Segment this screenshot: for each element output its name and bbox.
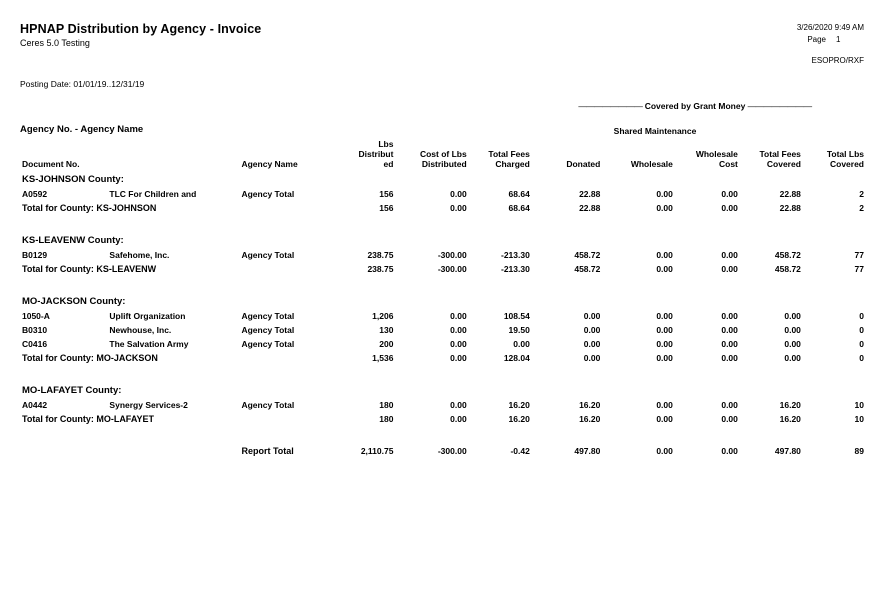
row-wholesale: 0.00 — [656, 189, 673, 200]
county-total-wholesale: 0.00 — [656, 264, 673, 275]
report-total-lbs-distributed: 2,110.75 — [360, 446, 394, 457]
report-total-row — [18, 444, 868, 458]
row-description: Safehome, Inc. — [109, 250, 170, 261]
row-total-fees-charged: 108.54 — [503, 311, 530, 322]
col-header-wholesale: Wholesale — [630, 158, 673, 169]
spacer-cell — [18, 276, 868, 294]
row-total-fees-charged: 19.50 — [508, 325, 530, 336]
county-total-lbs-distributed: 238.75 — [367, 264, 394, 275]
county-total-total-fees-charged: 16.20 — [508, 414, 530, 425]
row-total-fees-covered: 0.00 — [784, 339, 801, 350]
county-total-total-lbs-covered: 77 — [854, 264, 864, 275]
col-header-document-no: Document No. — [22, 158, 80, 169]
county-total-cost-of-lbs: 0.00 — [450, 414, 467, 425]
county-header-row — [18, 233, 868, 248]
county-name: KS-LEAVENW County: — [22, 235, 124, 247]
county-total-wholesale: 0.00 — [656, 414, 673, 425]
tlc-line-1: Total Lbs — [826, 148, 864, 159]
county-total-wholesale-cost: 0.00 — [721, 264, 738, 275]
county-header-row — [18, 172, 868, 187]
row-wholesale-cost: 0.00 — [721, 250, 738, 261]
county-total-cost-of-lbs: 0.00 — [450, 203, 467, 214]
spacer-cell — [18, 426, 868, 444]
table-row[interactable] — [18, 337, 868, 351]
report-total-total-fees-covered: 497.80 — [774, 446, 801, 457]
lbs-line-1: Lbs — [378, 139, 394, 149]
page-indicator — [797, 34, 864, 46]
fees-line-2: Charged — [495, 158, 530, 169]
county-total-total-lbs-covered: 10 — [854, 414, 864, 425]
county-total-lbs-distributed: 156 — [379, 203, 394, 214]
county-total-lbs-distributed: 180 — [379, 414, 394, 425]
row-wholesale-cost: 0.00 — [721, 311, 738, 322]
row-total-lbs-covered: 2 — [859, 189, 864, 200]
row-description: Newhouse, Inc. — [109, 325, 172, 336]
banner-text: Covered by Grant Money — [644, 101, 746, 111]
county-total-donated: 458.72 — [574, 264, 601, 275]
county-total-total-fees-covered: 16.20 — [779, 414, 801, 425]
county-total-lbs-distributed: 1,536 — [372, 353, 394, 364]
row-total-lbs-covered: 77 — [854, 250, 864, 261]
col-header-description — [105, 140, 237, 172]
wcost-line-1: Wholesale — [695, 148, 738, 159]
row-cost-of-lbs: 0.00 — [450, 400, 467, 411]
county-total-total-fees-charged: -213.30 — [500, 264, 530, 275]
row-total-fees-charged: -213.30 — [500, 250, 530, 261]
row-document-no: A0442 — [22, 400, 48, 411]
grant-money-banner — [540, 101, 850, 111]
row-description: The Salvation Army — [109, 339, 189, 350]
page-label: Page — [807, 35, 826, 45]
row-donated: 458.72 — [574, 250, 601, 261]
table-row[interactable] — [18, 187, 868, 201]
tfc-line-1: Total Fees — [759, 148, 801, 159]
row-donated: 22.88 — [579, 189, 601, 200]
row-total-lbs-covered: 0 — [859, 339, 864, 350]
row-description: Uplift Organization — [109, 311, 186, 322]
county-header-row — [18, 383, 868, 398]
county-total-cost-of-lbs: -300.00 — [437, 264, 467, 275]
county-total-label: Total for County: KS-LEAVENW — [22, 264, 157, 275]
cost-line-1: Cost of Lbs — [419, 148, 467, 159]
col-header-lbs-distributed — [334, 140, 397, 172]
row-document-no: B0129 — [22, 250, 48, 261]
county-total-label: Total for County: MO-LAFAYET — [22, 414, 154, 425]
spacer-cell — [18, 365, 868, 383]
tlc-line-2: Covered — [829, 158, 864, 169]
row-cost-of-lbs: -300.00 — [437, 250, 467, 261]
county-total-donated: 16.20 — [579, 414, 601, 425]
agency-no-header: Agency No. - Agency Name — [20, 124, 144, 135]
row-lbs-distributed: 1,206 — [372, 311, 394, 322]
row-agency-name: Agency Total — [241, 189, 295, 200]
distribution-table — [18, 140, 868, 458]
col-header-total-fees-covered — [742, 140, 805, 172]
row-agency-name: Agency Total — [241, 400, 295, 411]
spacer-row — [18, 276, 868, 294]
county-total-row — [18, 262, 868, 276]
row-wholesale: 0.00 — [656, 400, 673, 411]
spacer-row — [18, 215, 868, 233]
banner-dash-right: ———————— — [747, 101, 812, 111]
report-subtitle: Ceres 5.0 Testing — [20, 38, 90, 48]
row-agency-name: Agency Total — [241, 250, 295, 261]
tfc-line-2: Covered — [766, 158, 801, 169]
table-header-row — [18, 140, 868, 172]
wcost-line-2: Cost — [719, 158, 738, 169]
row-wholesale-cost: 0.00 — [721, 189, 738, 200]
row-wholesale: 0.00 — [656, 250, 673, 261]
county-total-donated: 22.88 — [579, 203, 601, 214]
report-timestamp: 3/26/2020 9:49 AM — [796, 23, 864, 32]
row-donated: 0.00 — [583, 325, 601, 336]
county-total-label: Total for County: KS-JOHNSON — [22, 203, 157, 214]
county-total-row — [18, 412, 868, 426]
col-header-cost-of-lbs — [397, 140, 470, 172]
row-agency-name: Agency Total — [241, 325, 295, 336]
shared-maintenance-label: Shared Maintenance — [613, 126, 697, 136]
col-header-total-lbs-covered — [805, 140, 868, 172]
report-total-label: Report Total — [241, 446, 294, 457]
row-document-no: A0592 — [22, 189, 48, 200]
row-total-fees-charged: 68.64 — [508, 189, 530, 200]
row-total-fees-covered: 16.20 — [779, 400, 801, 411]
county-total-total-fees-charged: 128.04 — [503, 353, 530, 364]
county-header-row — [18, 294, 868, 309]
county-total-wholesale: 0.00 — [656, 353, 673, 364]
lbs-line-3: ed — [383, 158, 394, 169]
row-donated: 16.20 — [579, 400, 601, 411]
posting-date: Posting Date: 01/01/19..12/31/19 — [20, 79, 145, 89]
cost-line-2: Distributed — [421, 158, 467, 169]
col-header-agency-name: Agency Name — [241, 158, 298, 169]
spacer-row — [18, 426, 868, 444]
row-lbs-distributed: 156 — [379, 189, 394, 200]
county-name: MO-LAFAYET County: — [22, 385, 122, 397]
row-lbs-distributed: 238.75 — [367, 250, 394, 261]
county-total-total-fees-covered: 22.88 — [779, 203, 801, 214]
report-total-total-lbs-covered: 89 — [854, 446, 864, 457]
row-total-fees-charged: 0.00 — [513, 339, 530, 350]
row-donated: 0.00 — [583, 339, 601, 350]
row-description: TLC For Children and — [109, 189, 197, 200]
row-agency-name: Agency Total — [241, 339, 295, 350]
row-document-no: 1050-A — [22, 311, 50, 322]
spacer-row — [18, 365, 868, 383]
county-total-total-fees-covered: 458.72 — [774, 264, 801, 275]
col-header-wholesale-cost — [677, 140, 742, 172]
row-total-lbs-covered: 0 — [859, 311, 864, 322]
county-total-donated: 0.00 — [583, 353, 601, 364]
row-total-fees-covered: 22.88 — [779, 189, 801, 200]
lbs-line-2: Distribut — [358, 148, 394, 159]
col-header-donated: Donated — [566, 158, 601, 169]
row-lbs-distributed: 200 — [379, 339, 394, 350]
report-total-cost-of-lbs: -300.00 — [437, 446, 467, 457]
row-wholesale: 0.00 — [656, 325, 673, 336]
report-total-wholesale: 0.00 — [656, 446, 673, 457]
row-total-lbs-covered: 0 — [859, 325, 864, 336]
row-wholesale: 0.00 — [656, 311, 673, 322]
row-cost-of-lbs: 0.00 — [450, 339, 467, 350]
row-document-no: B0310 — [22, 325, 48, 336]
row-wholesale-cost: 0.00 — [721, 325, 738, 336]
spacer-cell — [18, 215, 868, 233]
county-total-label: Total for County: MO-JACKSON — [22, 353, 158, 364]
county-total-total-fees-charged: 68.64 — [508, 203, 530, 214]
row-total-fees-covered: 0.00 — [784, 311, 801, 322]
header-meta — [797, 22, 864, 67]
report-total-spacer — [18, 444, 237, 458]
county-total-row — [18, 201, 868, 215]
row-cost-of-lbs: 0.00 — [450, 311, 467, 322]
page-number: 1 — [836, 35, 841, 45]
program-id: ESOPRO/RXF — [811, 55, 864, 65]
row-wholesale: 0.00 — [656, 339, 673, 350]
county-total-total-lbs-covered: 2 — [859, 203, 864, 214]
row-agency-name: Agency Total — [241, 311, 295, 322]
table-row[interactable] — [18, 309, 868, 323]
county-total-wholesale-cost: 0.00 — [721, 414, 738, 425]
report-total-wholesale-cost: 0.00 — [721, 446, 738, 457]
row-document-no: C0416 — [22, 339, 48, 350]
row-total-fees-covered: 0.00 — [784, 325, 801, 336]
county-name: MO-JACKSON County: — [22, 296, 126, 308]
county-total-wholesale-cost: 0.00 — [721, 353, 738, 364]
row-donated: 0.00 — [583, 311, 601, 322]
county-total-row — [18, 351, 868, 365]
county-total-wholesale-cost: 0.00 — [721, 203, 738, 214]
row-lbs-distributed: 180 — [379, 400, 394, 411]
fees-line-1: Total Fees — [488, 148, 530, 159]
row-cost-of-lbs: 0.00 — [450, 325, 467, 336]
table-row[interactable] — [18, 248, 868, 262]
row-lbs-distributed: 130 — [379, 325, 394, 336]
table-row[interactable] — [18, 323, 868, 337]
row-total-fees-charged: 16.20 — [508, 400, 530, 411]
row-description: Synergy Services-2 — [109, 400, 188, 411]
table-row[interactable] — [18, 398, 868, 412]
county-total-total-lbs-covered: 0 — [859, 353, 864, 364]
county-total-wholesale: 0.00 — [656, 203, 673, 214]
report-header — [20, 22, 261, 48]
col-header-total-fees-charged — [471, 140, 534, 172]
county-total-total-fees-covered: 0.00 — [784, 353, 801, 364]
page-title: HPNAP Distribution by Agency - Invoice — [20, 22, 262, 36]
report-total-donated: 497.80 — [574, 446, 601, 457]
row-cost-of-lbs: 0.00 — [450, 189, 467, 200]
row-total-lbs-covered: 10 — [854, 400, 864, 411]
row-wholesale-cost: 0.00 — [721, 400, 738, 411]
row-total-fees-covered: 458.72 — [774, 250, 801, 261]
county-total-cost-of-lbs: 0.00 — [450, 353, 467, 364]
banner-dash-left: ———————— — [578, 101, 643, 111]
county-name: KS-JOHNSON County: — [22, 174, 124, 186]
row-wholesale-cost: 0.00 — [721, 339, 738, 350]
table-body — [18, 172, 868, 458]
report-total-total-fees-charged: -0.42 — [510, 446, 530, 457]
